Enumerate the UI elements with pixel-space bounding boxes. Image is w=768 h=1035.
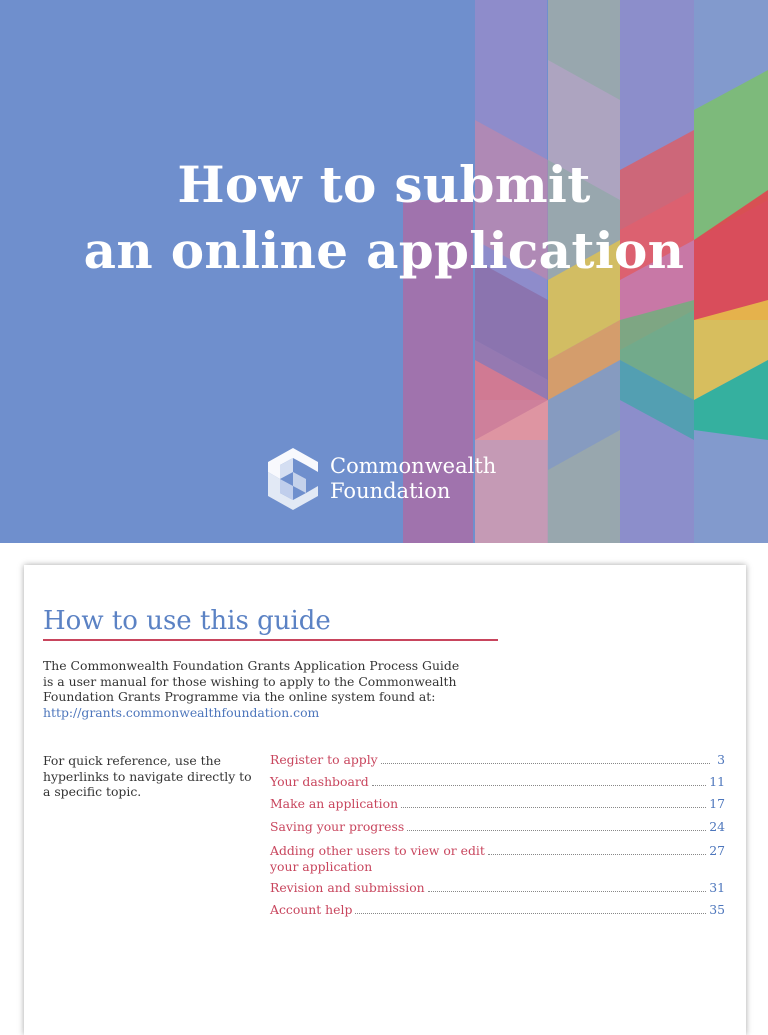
toc-item-adding-users[interactable] [270, 843, 725, 874]
intro-line1: The Commonwealth Foundation Grants Application Process Guide [43, 658, 460, 673]
toc-item-saving-progress[interactable] [270, 819, 725, 835]
cover-title-line1: How to submit [177, 154, 591, 214]
toc-item-register[interactable] [270, 752, 725, 768]
toc-item-account-help[interactable] [270, 902, 725, 918]
toc-page-number: 24 [709, 819, 725, 834]
guide-page [24, 565, 746, 1035]
toc-label: Your dashboard [270, 774, 369, 789]
guide-heading: How to use this guide [43, 606, 331, 636]
quickref-line2: hyperlinks to navigate directly to [43, 768, 252, 784]
quickref-line1: For quick reference, use the [43, 753, 221, 768]
toc-leader [355, 912, 706, 914]
toc-leader [372, 784, 707, 786]
toc-label: Register to apply [270, 752, 378, 767]
toc-leader [401, 806, 706, 808]
toc-label: Make an application [270, 796, 399, 811]
toc-label: Revision and submission [270, 880, 425, 895]
toc-page-number: 35 [709, 902, 725, 917]
quickref-line3: a specific topic. [43, 784, 142, 799]
grants-site-link[interactable]: http://grants.commonwealthfoundation.com [43, 704, 320, 720]
logo-line2: Foundation [330, 479, 451, 503]
heading-underline [43, 639, 498, 641]
toc-page-number: 17 [709, 796, 725, 811]
logo-c-icon [266, 446, 320, 512]
intro-line3: Foundation Grants Programme via the online system found at: [43, 689, 436, 704]
toc-item-revision-submission[interactable] [270, 880, 725, 896]
toc-label: Account help [270, 902, 353, 917]
toc-page-number: 11 [709, 774, 725, 789]
toc-item-make-application[interactable] [270, 796, 725, 812]
logo-wordmark [330, 454, 496, 504]
cover-title [0, 152, 768, 284]
intro-paragraph [43, 658, 483, 720]
toc-leader [381, 762, 710, 764]
toc-label: Adding other users to view or edit your application [270, 843, 485, 874]
intro-line2: is a user manual for those wishing to apply to the Commonwealth [43, 673, 457, 689]
logo-line1: Commonwealth [330, 454, 497, 478]
commonwealth-foundation-logo [266, 446, 496, 512]
toc-leader [407, 829, 706, 831]
quick-reference-note [43, 753, 265, 800]
toc-page-number: 27 [709, 843, 725, 858]
toc-item-dashboard[interactable] [270, 774, 725, 790]
toc-leader [428, 890, 707, 892]
toc-leader [488, 853, 706, 855]
toc-label: Saving your progress [270, 819, 405, 834]
toc-page-number: 31 [709, 880, 725, 895]
cover-title-line2: an online application [83, 220, 685, 280]
toc-page-number: 3 [717, 752, 725, 767]
